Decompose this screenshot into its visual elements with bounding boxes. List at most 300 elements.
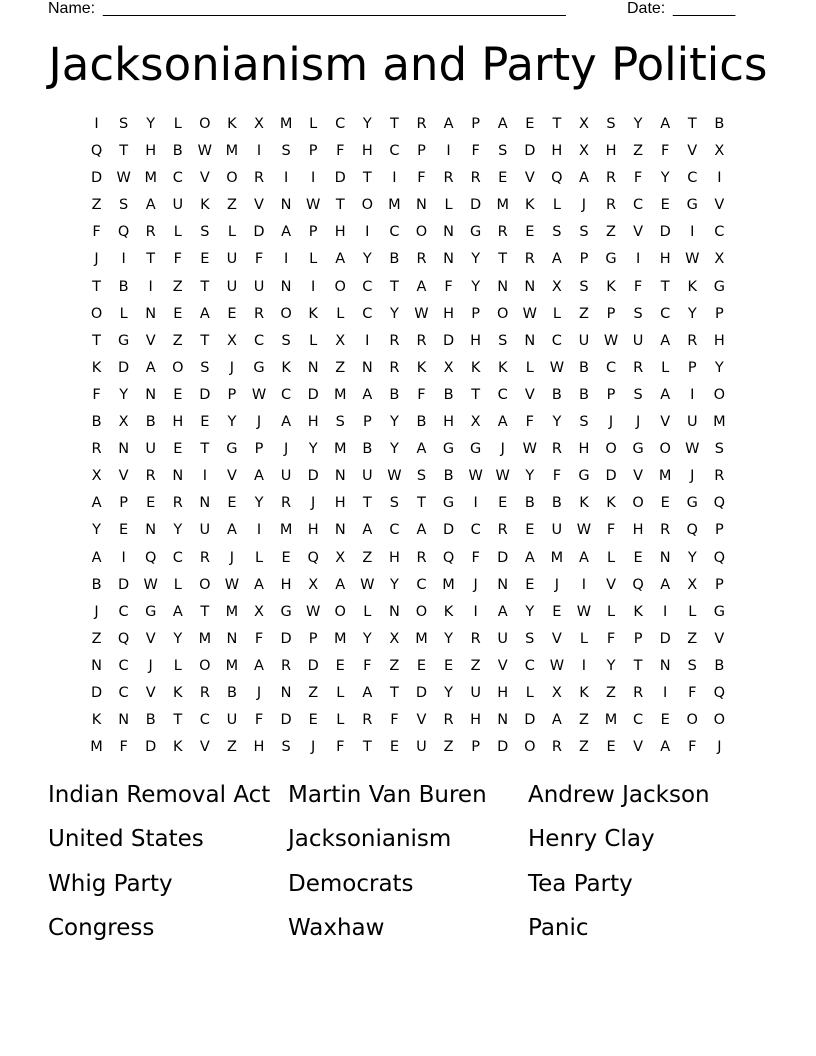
- grid-letter[interactable]: N: [334, 522, 346, 539]
- grid-letter[interactable]: A: [416, 278, 427, 295]
- grid-letter[interactable]: E: [660, 495, 670, 512]
- grid-letter[interactable]: G: [145, 603, 157, 620]
- grid-letter[interactable]: T: [200, 441, 210, 458]
- grid-letter[interactable]: B: [551, 495, 562, 512]
- grid-letter[interactable]: A: [362, 522, 373, 539]
- grid-letter[interactable]: D: [524, 712, 536, 729]
- grid-letter[interactable]: G: [253, 359, 265, 376]
- grid-letter[interactable]: V: [524, 386, 535, 403]
- grid-letter[interactable]: S: [606, 116, 616, 132]
- grid-letter[interactable]: N: [118, 441, 130, 458]
- grid-letter[interactable]: H: [605, 143, 617, 160]
- grid-letter[interactable]: W: [685, 441, 700, 458]
- grid-letter[interactable]: R: [199, 684, 210, 701]
- grid-letter[interactable]: P: [714, 305, 724, 322]
- grid-letter[interactable]: I: [311, 278, 316, 295]
- grid-letter[interactable]: W: [603, 332, 619, 349]
- grid-letter[interactable]: V: [633, 468, 644, 485]
- grid-letter[interactable]: C: [253, 332, 265, 349]
- grid-letter[interactable]: G: [578, 468, 590, 485]
- grid-letter[interactable]: Q: [144, 549, 157, 566]
- grid-letter[interactable]: M: [604, 712, 618, 729]
- grid-letter[interactable]: C: [660, 305, 671, 322]
- grid-letter[interactable]: G: [632, 441, 644, 458]
- grid-letter[interactable]: O: [497, 305, 509, 322]
- grid-letter[interactable]: L: [309, 251, 318, 268]
- grid-letter[interactable]: Y: [687, 549, 697, 566]
- grid-letter[interactable]: S: [714, 441, 724, 458]
- grid-letter[interactable]: Q: [90, 143, 103, 160]
- grid-letter[interactable]: V: [145, 630, 156, 647]
- grid-letter[interactable]: F: [363, 657, 372, 674]
- grid-letter[interactable]: S: [119, 116, 129, 132]
- grid-letter[interactable]: Y: [444, 630, 453, 647]
- grid-letter[interactable]: S: [633, 386, 643, 403]
- grid-letter[interactable]: A: [578, 549, 589, 566]
- grid-letter[interactable]: C: [497, 386, 508, 403]
- grid-letter[interactable]: E: [173, 386, 183, 403]
- grid-letter[interactable]: C: [335, 116, 346, 132]
- grid-letter[interactable]: S: [579, 414, 589, 431]
- grid-letter[interactable]: F: [633, 278, 643, 295]
- grid-letter[interactable]: Q: [551, 170, 563, 187]
- grid-letter[interactable]: B: [389, 251, 400, 268]
- grid-letter[interactable]: T: [92, 278, 101, 295]
- grid-letter[interactable]: J: [554, 576, 559, 593]
- grid-letter[interactable]: R: [551, 441, 562, 458]
- grid-letter[interactable]: R: [91, 441, 102, 458]
- grid-letter[interactable]: A: [551, 712, 562, 729]
- grid-letter[interactable]: M: [333, 441, 347, 458]
- grid-letter[interactable]: R: [443, 712, 454, 729]
- grid-letter[interactable]: U: [416, 739, 427, 756]
- grid-letter[interactable]: J: [283, 441, 289, 458]
- grid-letter[interactable]: N: [145, 522, 157, 539]
- grid-letter[interactable]: M: [90, 739, 103, 756]
- grid-letter[interactable]: V: [145, 684, 156, 701]
- grid-letter[interactable]: S: [389, 495, 399, 512]
- grid-letter[interactable]: I: [690, 224, 695, 241]
- grid-letter[interactable]: P: [308, 224, 318, 241]
- grid-letter[interactable]: R: [470, 170, 481, 187]
- grid-letter[interactable]: X: [714, 251, 725, 268]
- grid-letter[interactable]: B: [714, 116, 725, 132]
- grid-letter[interactable]: J: [229, 359, 235, 376]
- grid-letter[interactable]: M: [144, 170, 157, 187]
- grid-letter[interactable]: B: [172, 143, 183, 160]
- grid-letter[interactable]: F: [119, 739, 128, 756]
- grid-letter[interactable]: Y: [606, 657, 616, 674]
- grid-letter[interactable]: H: [361, 143, 373, 160]
- grid-letter[interactable]: A: [524, 549, 535, 566]
- grid-letter[interactable]: D: [145, 739, 157, 756]
- grid-letter[interactable]: D: [659, 224, 671, 241]
- grid-letter[interactable]: Q: [713, 549, 726, 566]
- grid-letter[interactable]: V: [633, 739, 644, 756]
- grid-letter[interactable]: A: [497, 414, 508, 431]
- grid-letter[interactable]: W: [549, 657, 565, 674]
- grid-letter[interactable]: D: [90, 170, 103, 187]
- grid-letter[interactable]: L: [173, 657, 182, 674]
- grid-letter[interactable]: U: [253, 278, 265, 295]
- grid-letter[interactable]: C: [389, 522, 400, 539]
- grid-letter[interactable]: Q: [686, 522, 698, 539]
- grid-letter[interactable]: K: [308, 305, 318, 322]
- grid-letter[interactable]: U: [632, 332, 644, 349]
- grid-letter[interactable]: Z: [633, 143, 644, 160]
- grid-letter[interactable]: Y: [714, 359, 724, 376]
- grid-letter[interactable]: T: [389, 684, 399, 701]
- grid-letter[interactable]: C: [389, 143, 400, 160]
- grid-letter[interactable]: L: [525, 684, 534, 701]
- grid-letter[interactable]: I: [256, 143, 262, 160]
- grid-letter[interactable]: V: [633, 224, 644, 241]
- grid-letter[interactable]: R: [660, 522, 671, 539]
- grid-letter[interactable]: H: [632, 522, 644, 539]
- grid-letter[interactable]: Y: [362, 116, 372, 132]
- grid-letter[interactable]: U: [172, 197, 184, 214]
- grid-letter[interactable]: L: [336, 684, 345, 701]
- grid-letter[interactable]: S: [281, 143, 291, 160]
- grid-letter[interactable]: O: [199, 576, 211, 593]
- grid-letter[interactable]: L: [173, 116, 182, 132]
- grid-letter[interactable]: N: [145, 386, 157, 403]
- grid-letter[interactable]: P: [308, 630, 318, 647]
- grid-letter[interactable]: M: [279, 522, 293, 539]
- grid-letter[interactable]: V: [687, 143, 698, 160]
- grid-letter[interactable]: H: [713, 332, 725, 349]
- grid-letter[interactable]: L: [336, 712, 345, 729]
- grid-letter[interactable]: N: [497, 576, 509, 593]
- grid-letter[interactable]: T: [660, 278, 670, 295]
- grid-letter[interactable]: G: [226, 441, 238, 458]
- grid-letter[interactable]: M: [333, 630, 347, 647]
- grid-letter[interactable]: G: [605, 251, 617, 268]
- grid-letter[interactable]: Z: [606, 684, 616, 701]
- grid-letter[interactable]: E: [200, 414, 210, 431]
- date-blank-line[interactable]: _______: [673, 0, 736, 17]
- grid-letter[interactable]: X: [687, 576, 698, 593]
- grid-letter[interactable]: I: [663, 603, 668, 620]
- grid-letter[interactable]: C: [118, 603, 129, 620]
- grid-letter[interactable]: B: [362, 441, 373, 458]
- grid-letter[interactable]: E: [525, 522, 535, 539]
- grid-letter[interactable]: H: [334, 495, 346, 512]
- grid-letter[interactable]: Y: [444, 684, 453, 701]
- grid-letter[interactable]: I: [256, 522, 262, 539]
- grid-letter[interactable]: W: [197, 143, 213, 160]
- grid-letter[interactable]: L: [579, 630, 588, 647]
- grid-letter[interactable]: Q: [117, 630, 130, 647]
- grid-letter[interactable]: Y: [92, 522, 101, 539]
- grid-letter[interactable]: W: [224, 576, 240, 593]
- grid-letter[interactable]: B: [443, 386, 454, 403]
- grid-letter[interactable]: O: [90, 305, 103, 322]
- grid-letter[interactable]: A: [578, 170, 589, 187]
- grid-letter[interactable]: C: [687, 170, 698, 187]
- grid-letter[interactable]: E: [281, 549, 291, 566]
- grid-letter[interactable]: T: [417, 495, 426, 512]
- grid-letter[interactable]: F: [336, 143, 345, 160]
- grid-letter[interactable]: J: [608, 414, 614, 431]
- grid-letter[interactable]: G: [280, 603, 292, 620]
- grid-letter[interactable]: O: [199, 657, 211, 674]
- grid-letter[interactable]: F: [552, 468, 562, 485]
- grid-letter[interactable]: Y: [173, 522, 183, 539]
- grid-letter[interactable]: P: [362, 414, 372, 431]
- grid-letter[interactable]: T: [362, 739, 372, 756]
- grid-letter[interactable]: F: [254, 251, 264, 268]
- grid-letter[interactable]: K: [91, 712, 102, 729]
- grid-letter[interactable]: U: [578, 332, 590, 349]
- grid-letter[interactable]: K: [497, 359, 508, 376]
- grid-letter[interactable]: I: [148, 278, 153, 295]
- grid-letter[interactable]: E: [173, 305, 183, 322]
- grid-letter[interactable]: O: [524, 739, 536, 756]
- grid-letter[interactable]: Z: [335, 359, 346, 376]
- grid-letter[interactable]: E: [633, 549, 643, 566]
- grid-letter[interactable]: W: [116, 170, 131, 187]
- grid-letter[interactable]: O: [280, 305, 292, 322]
- grid-letter[interactable]: L: [525, 359, 534, 376]
- grid-letter[interactable]: U: [470, 684, 481, 701]
- grid-letter[interactable]: U: [551, 522, 563, 539]
- grid-letter[interactable]: A: [281, 414, 292, 431]
- grid-letter[interactable]: Y: [146, 116, 156, 132]
- grid-letter[interactable]: X: [118, 414, 129, 431]
- grid-letter[interactable]: O: [605, 441, 617, 458]
- grid-letter[interactable]: N: [280, 278, 292, 295]
- grid-letter[interactable]: M: [496, 197, 509, 214]
- grid-letter[interactable]: I: [311, 170, 316, 187]
- grid-letter[interactable]: R: [633, 359, 644, 376]
- grid-letter[interactable]: T: [362, 495, 372, 512]
- grid-letter[interactable]: K: [606, 495, 616, 512]
- grid-letter[interactable]: B: [714, 657, 725, 674]
- grid-letter[interactable]: A: [281, 224, 292, 241]
- grid-letter[interactable]: Y: [254, 495, 264, 512]
- grid-letter[interactable]: E: [525, 224, 535, 241]
- grid-letter[interactable]: W: [549, 359, 565, 376]
- grid-letter[interactable]: Z: [362, 549, 373, 566]
- grid-letter[interactable]: B: [551, 386, 562, 403]
- grid-letter[interactable]: H: [334, 224, 346, 241]
- grid-letter[interactable]: M: [658, 468, 672, 485]
- grid-letter[interactable]: X: [470, 414, 481, 431]
- grid-letter[interactable]: F: [633, 170, 643, 187]
- grid-letter[interactable]: I: [717, 170, 722, 187]
- grid-letter[interactable]: D: [524, 143, 536, 160]
- grid-letter[interactable]: B: [416, 414, 427, 431]
- grid-letter[interactable]: V: [714, 197, 725, 214]
- grid-letter[interactable]: Q: [117, 224, 130, 241]
- grid-letter[interactable]: V: [524, 170, 535, 187]
- grid-letter[interactable]: I: [663, 684, 668, 701]
- grid-letter[interactable]: O: [172, 359, 184, 376]
- grid-letter[interactable]: E: [498, 170, 508, 187]
- grid-letter[interactable]: B: [524, 495, 535, 512]
- grid-letter[interactable]: A: [172, 603, 183, 620]
- grid-letter[interactable]: F: [471, 549, 480, 566]
- grid-letter[interactable]: R: [470, 630, 481, 647]
- grid-letter[interactable]: E: [498, 495, 508, 512]
- grid-letter[interactable]: G: [470, 224, 482, 241]
- grid-letter[interactable]: B: [118, 278, 129, 295]
- grid-letter[interactable]: W: [685, 251, 700, 268]
- grid-letter[interactable]: S: [119, 197, 129, 214]
- grid-letter[interactable]: Y: [525, 603, 535, 620]
- grid-letter[interactable]: L: [363, 603, 372, 620]
- grid-letter[interactable]: L: [444, 197, 453, 214]
- grid-letter[interactable]: V: [660, 414, 671, 431]
- grid-letter[interactable]: X: [335, 549, 346, 566]
- grid-letter[interactable]: K: [416, 359, 427, 376]
- grid-letter[interactable]: M: [198, 630, 212, 647]
- grid-letter[interactable]: Q: [713, 684, 726, 701]
- grid-letter[interactable]: G: [117, 332, 130, 349]
- grid-letter[interactable]: V: [226, 468, 237, 485]
- grid-letter[interactable]: S: [200, 359, 210, 376]
- grid-letter[interactable]: F: [390, 712, 399, 729]
- grid-letter[interactable]: Z: [606, 224, 616, 241]
- grid-letter[interactable]: H: [470, 332, 482, 349]
- grid-letter[interactable]: F: [606, 630, 616, 647]
- grid-letter[interactable]: K: [606, 278, 616, 295]
- grid-letter[interactable]: D: [118, 359, 130, 376]
- grid-letter[interactable]: S: [579, 224, 589, 241]
- grid-letter[interactable]: E: [200, 251, 210, 268]
- grid-letter[interactable]: R: [281, 495, 292, 512]
- grid-letter[interactable]: I: [365, 332, 370, 349]
- grid-letter[interactable]: R: [687, 332, 698, 349]
- grid-letter[interactable]: B: [389, 386, 400, 403]
- grid-letter[interactable]: X: [335, 332, 346, 349]
- grid-letter[interactable]: Z: [91, 197, 102, 214]
- grid-letter[interactable]: V: [551, 630, 562, 647]
- grid-letter[interactable]: I: [94, 116, 99, 132]
- grid-letter[interactable]: H: [253, 739, 265, 756]
- grid-letter[interactable]: H: [659, 251, 671, 268]
- grid-letter[interactable]: X: [551, 684, 562, 701]
- grid-letter[interactable]: F: [92, 224, 101, 241]
- grid-letter[interactable]: U: [497, 630, 509, 647]
- grid-letter[interactable]: W: [522, 305, 537, 322]
- grid-letter[interactable]: Y: [308, 441, 318, 458]
- grid-letter[interactable]: T: [200, 603, 210, 620]
- grid-letter[interactable]: P: [471, 739, 480, 756]
- grid-letter[interactable]: V: [199, 170, 210, 187]
- grid-letter[interactable]: V: [416, 712, 427, 729]
- grid-letter[interactable]: H: [307, 414, 319, 431]
- grid-letter[interactable]: E: [173, 441, 183, 458]
- grid-letter[interactable]: Y: [389, 414, 399, 431]
- grid-letter[interactable]: A: [660, 739, 671, 756]
- grid-letter[interactable]: P: [308, 143, 318, 160]
- grid-letter[interactable]: Y: [660, 170, 670, 187]
- grid-letter[interactable]: H: [578, 441, 590, 458]
- grid-letter[interactable]: O: [659, 441, 671, 458]
- grid-letter[interactable]: T: [200, 332, 210, 349]
- grid-letter[interactable]: D: [497, 739, 509, 756]
- grid-letter[interactable]: T: [389, 116, 399, 132]
- grid-letter[interactable]: X: [91, 468, 102, 485]
- grid-letter[interactable]: T: [119, 143, 129, 160]
- grid-letter[interactable]: R: [172, 495, 183, 512]
- grid-letter[interactable]: I: [581, 576, 587, 593]
- grid-letter[interactable]: D: [497, 549, 509, 566]
- grid-letter[interactable]: Y: [389, 576, 399, 593]
- grid-letter[interactable]: J: [635, 414, 641, 431]
- grid-letter[interactable]: A: [254, 657, 264, 674]
- grid-letter[interactable]: J: [311, 495, 316, 512]
- grid-letter[interactable]: N: [388, 603, 400, 620]
- grid-letter[interactable]: S: [281, 739, 291, 756]
- grid-letter[interactable]: M: [225, 143, 239, 160]
- grid-letter[interactable]: B: [145, 712, 156, 729]
- grid-letter[interactable]: Y: [389, 305, 399, 322]
- grid-letter[interactable]: Z: [443, 739, 454, 756]
- grid-letter[interactable]: D: [280, 712, 292, 729]
- grid-letter[interactable]: J: [473, 576, 478, 593]
- grid-letter[interactable]: E: [308, 712, 318, 729]
- grid-letter[interactable]: J: [94, 603, 99, 620]
- grid-letter[interactable]: I: [446, 143, 451, 160]
- grid-letter[interactable]: U: [226, 278, 238, 295]
- grid-letter[interactable]: T: [633, 657, 643, 674]
- grid-letter[interactable]: N: [659, 657, 671, 674]
- grid-letter[interactable]: J: [256, 414, 262, 431]
- grid-letter[interactable]: C: [714, 224, 725, 241]
- grid-letter[interactable]: C: [362, 305, 373, 322]
- grid-letter[interactable]: C: [118, 657, 129, 674]
- grid-letter[interactable]: H: [172, 414, 184, 431]
- grid-letter[interactable]: F: [254, 712, 264, 729]
- grid-letter[interactable]: I: [473, 495, 478, 512]
- grid-letter[interactable]: V: [199, 739, 210, 756]
- grid-letter[interactable]: U: [145, 441, 156, 458]
- grid-letter[interactable]: P: [254, 441, 264, 458]
- grid-letter[interactable]: M: [333, 386, 347, 403]
- grid-letter[interactable]: D: [253, 224, 265, 241]
- grid-letter[interactable]: F: [336, 739, 345, 756]
- grid-letter[interactable]: W: [468, 468, 483, 485]
- grid-letter[interactable]: X: [443, 359, 454, 376]
- grid-letter[interactable]: I: [690, 386, 695, 403]
- grid-letter[interactable]: X: [578, 116, 589, 132]
- grid-letter[interactable]: G: [442, 495, 455, 512]
- grid-letter[interactable]: N: [307, 359, 319, 376]
- grid-letter[interactable]: Y: [362, 251, 372, 268]
- grid-letter[interactable]: N: [199, 495, 211, 512]
- grid-letter[interactable]: A: [254, 576, 264, 593]
- grid-letter[interactable]: Z: [389, 657, 400, 674]
- grid-letter[interactable]: R: [389, 359, 400, 376]
- grid-letter[interactable]: Q: [307, 549, 319, 566]
- grid-letter[interactable]: G: [470, 441, 482, 458]
- grid-letter[interactable]: I: [283, 251, 289, 268]
- grid-letter[interactable]: W: [576, 603, 592, 620]
- grid-letter[interactable]: A: [335, 251, 346, 268]
- grid-letter[interactable]: R: [605, 197, 617, 214]
- grid-letter[interactable]: P: [471, 116, 480, 132]
- grid-letter[interactable]: D: [605, 468, 617, 485]
- grid-letter[interactable]: C: [470, 522, 481, 539]
- grid-letter[interactable]: N: [443, 224, 454, 241]
- grid-letter[interactable]: D: [470, 197, 482, 214]
- grid-letter[interactable]: F: [471, 143, 480, 160]
- grid-letter[interactable]: L: [309, 332, 318, 349]
- grid-letter[interactable]: R: [416, 251, 427, 268]
